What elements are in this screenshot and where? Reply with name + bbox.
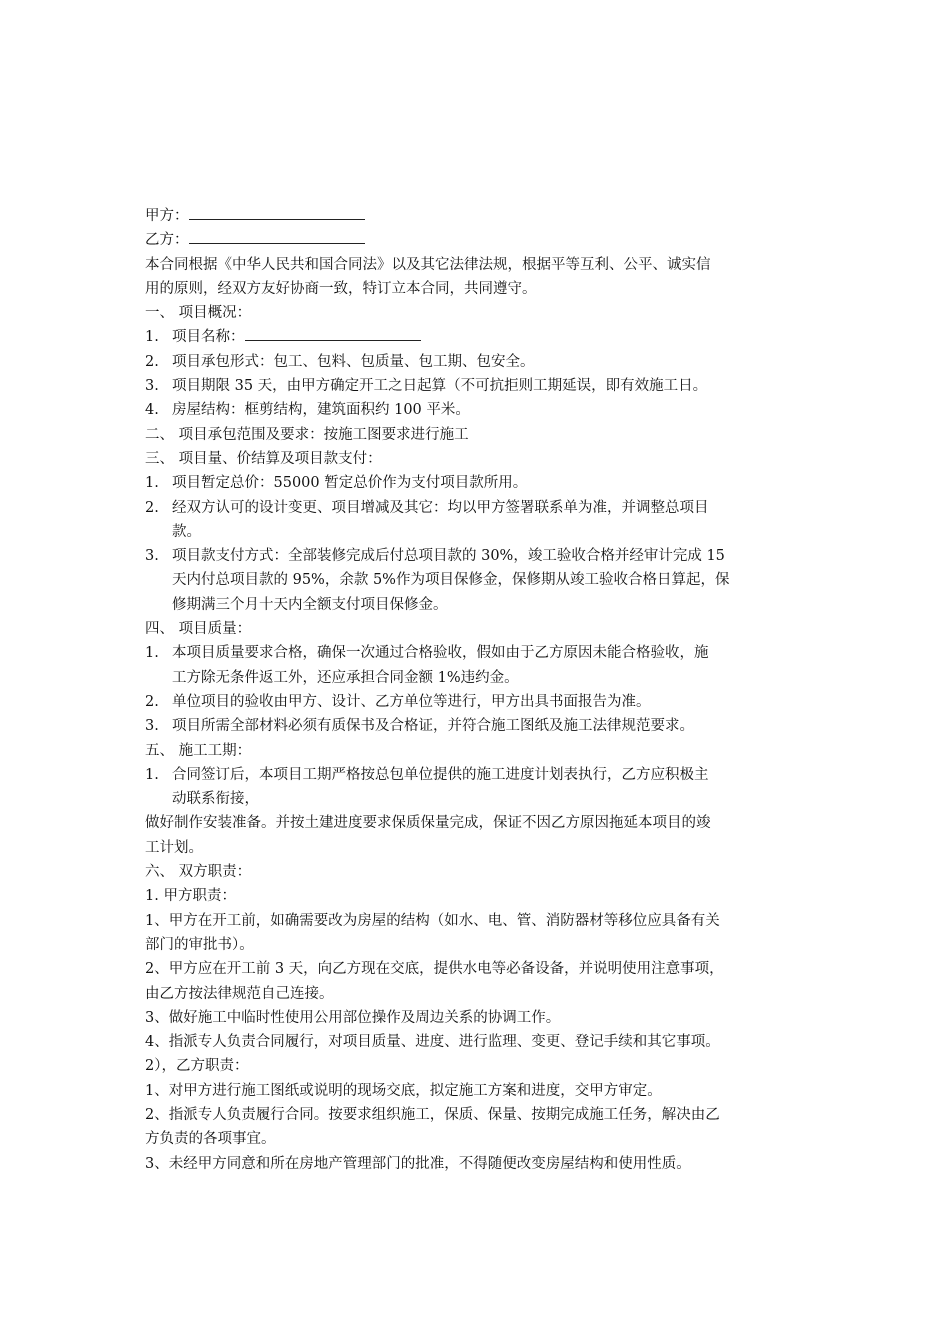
s4-item-2-number: 2. xyxy=(145,693,159,710)
party-a-blank[interactable] xyxy=(189,204,365,220)
party-b-duties-title: 2），乙方职责： xyxy=(145,1058,249,1075)
s1-item-4-number: 4. xyxy=(145,402,159,419)
s3-item-2-number: 2. xyxy=(145,499,159,516)
party-b-duty-1: 1、对甲方进行施工图纸或说明的现场交底，拟定施工方案和进度，交甲方审定。 xyxy=(145,1082,662,1099)
s4-item-3-number: 3. xyxy=(145,718,159,735)
section-3-title: 三、 项目量、价结算及项目款支付： xyxy=(145,450,382,467)
party-a-label: 甲方： xyxy=(145,208,189,224)
s3-item-3-line-1: 项目款支付方式：全部装修完成后付总项目款的 30%，竣工验收合格并经审计完成 15 xyxy=(172,548,725,565)
s1-item-1-text: 项目名称： xyxy=(172,329,245,346)
s3-item-1-text: 项目暂定总价：55000 暂定总价作为支付项目款所用。 xyxy=(172,475,528,492)
s4-item-3 xyxy=(145,714,810,738)
project-name-blank[interactable] xyxy=(245,325,421,341)
s1-item-1 xyxy=(145,325,810,349)
contract-body xyxy=(145,204,810,1176)
s3-item-1 xyxy=(145,471,810,495)
s4-item-1-line-2: 工方除无条件返工外，还应承担合同金额 1%违约金。 xyxy=(172,669,519,686)
party-b-duty-3: 3、未经甲方同意和所在房地产管理部门的批准，不得随便改变房屋结构和使用性质。 xyxy=(145,1155,691,1172)
party-b-blank[interactable] xyxy=(189,228,365,244)
s1-item-2 xyxy=(145,350,810,374)
party-a-duties-title: 1. 甲方职责： xyxy=(145,888,236,905)
section-4-title: 四、 项目质量： xyxy=(145,621,252,638)
s1-item-4-text: 房屋结构：框剪结构，建筑面积约 100 平米。 xyxy=(172,402,470,419)
s3-item-3-line-3: 修期满三个月十天内全额支付项目保修金。 xyxy=(172,596,448,613)
s3-item-3-number: 3. xyxy=(145,548,159,565)
party-a-duty-1-line-2: 部门的审批书）。 xyxy=(145,936,254,953)
s3-item-3 xyxy=(145,544,810,617)
party-a-duty-2-line-2: 由乙方按法律规范自己连接。 xyxy=(145,985,334,1002)
intro-line-1: 本合同根据《中华人民共和国合同法》以及其它法律法规，根据平等互利、公平、诚实信 xyxy=(145,256,711,273)
s3-item-3-line-2: 天内付总项目款的 95%，余款 5%作为项目保修金，保修期从竣工验收合格日算起，保 xyxy=(172,572,730,589)
s5-item-1-line-1: 合同签订后，本项目工期严格按总包单位提供的施工进度计划表执行，乙方应积极主 xyxy=(172,766,709,783)
section-5-title: 五、 施工工期： xyxy=(145,742,252,759)
section-1-title: 一、 项目概况： xyxy=(145,305,252,322)
s5-item-1-line-2: 动联系衔接， xyxy=(172,791,259,808)
party-a-duty-4: 4、指派专人负责合同履行，对项目质量、进度、进行监理、变更、登记手续和其它事项。 xyxy=(145,1034,720,1051)
s1-item-2-number: 2. xyxy=(145,353,159,370)
s5-item-1 xyxy=(145,763,810,812)
s3-item-1-number: 1. xyxy=(145,475,159,492)
s1-item-1-number: 1. xyxy=(145,329,159,346)
s4-item-3-text: 项目所需全部材料必须有质保书及合格证，并符合施工图纸及施工法律规范要求。 xyxy=(172,718,694,735)
s5-continuation-line-2: 工计划。 xyxy=(145,839,203,856)
s4-item-1-number: 1. xyxy=(145,645,159,662)
intro-line-2: 用的原则，经双方友好协商一致，特订立本合同，共同遵守。 xyxy=(145,280,537,297)
s1-item-3-text: 项目期限 35 天，由甲方确定开工之日起算（不可抗拒则工期延误，即有效施工日。 xyxy=(172,378,708,395)
party-b-duty-2-line-1: 2、指派专人负责履行合同。按要求组织施工，保质、保量、按期完成施工任务，解决由乙 xyxy=(145,1106,720,1123)
s3-item-2 xyxy=(145,496,810,545)
party-a-duty-1-line-1: 1、甲方在开工前，如确需要改为房屋的结构（如水、电、管、消防器材等移位应具备有关 xyxy=(145,912,720,929)
s4-item-1 xyxy=(145,641,810,690)
party-b-label: 乙方： xyxy=(145,232,189,249)
s3-item-2-line-1: 经双方认可的设计变更、项目增减及其它：均以甲方签署联系单为准，并调整总项目 xyxy=(172,499,709,516)
section-6-title: 六、 双方职责： xyxy=(145,864,252,881)
party-b-duty-2-line-2: 方负责的各项事宜。 xyxy=(145,1131,276,1148)
s4-item-1-line-1: 本项目质量要求合格，确保一次通过合格验收，假如由于乙方原因未能合格验收，施 xyxy=(172,645,709,662)
section-2-title: 二、 项目承包范围及要求：按施工图要求进行施工 xyxy=(145,426,469,443)
s1-item-3-number: 3. xyxy=(145,378,159,395)
party-a-duty-2-line-1: 2、甲方应在开工前 3 天，向乙方现在交底，提供水电等必备设备，并说明使用注意事项， xyxy=(145,961,724,978)
s1-item-3 xyxy=(145,374,810,398)
party-b-line xyxy=(145,228,810,252)
s1-item-2-text: 项目承包形式：包工、包料、包质量、包工期、包安全。 xyxy=(172,353,535,370)
s4-item-2 xyxy=(145,690,810,714)
s5-item-1-number: 1. xyxy=(145,766,159,783)
party-a-duty-3: 3、做好施工中临时性使用公用部位操作及周边关系的协调工作。 xyxy=(145,1009,561,1026)
s4-item-2-text: 单位项目的验收由甲方、设计、乙方单位等进行，甲方出具书面报告为准。 xyxy=(172,693,651,710)
s1-item-4 xyxy=(145,398,810,422)
s3-item-2-line-2: 款。 xyxy=(172,523,201,540)
s5-continuation-line-1: 做好制作安装准备。并按土建进度要求保质保量完成，保证不因乙方原因拖延本项目的竣 xyxy=(145,815,711,832)
party-a-line xyxy=(145,204,810,228)
